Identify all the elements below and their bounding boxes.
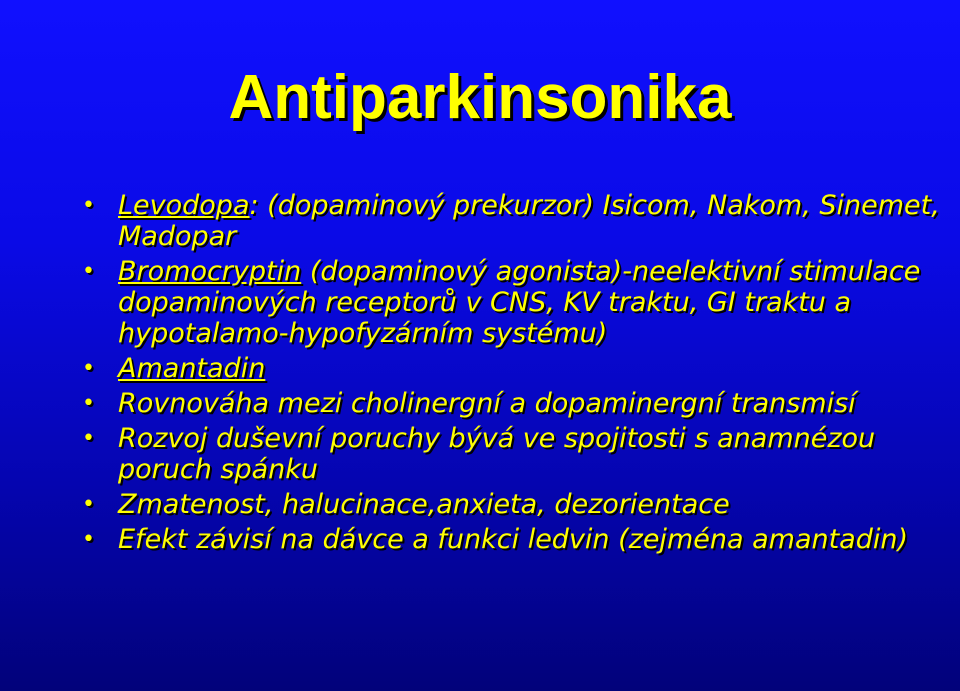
bullet-item-amantadin	[80, 353, 940, 384]
bullet-item-bromocryptin	[80, 256, 940, 349]
bullet-item-levodopa	[80, 190, 940, 252]
drug-link-bromocryptin[interactable]: Bromocryptin	[118, 256, 302, 287]
bullet-icon: •	[82, 492, 95, 517]
bullet-icon: •	[82, 259, 95, 284]
bullet-list	[80, 190, 940, 559]
bullet-text: Zmatenost, halucinace,anxieta, dezorientace	[118, 489, 730, 520]
bullet-icon: •	[82, 193, 95, 218]
bullet-item-mental-disorder	[80, 423, 940, 485]
drug-link-levodopa[interactable]: Levodopa	[118, 190, 250, 221]
bullet-icon: •	[82, 356, 95, 381]
bullet-text: Rovnováha mezi cholinergní a dopaminergní transmisí	[118, 388, 856, 419]
bullet-icon: •	[82, 527, 95, 552]
bullet-icon: •	[82, 391, 95, 416]
slide-title: Antiparkinsonika	[228, 63, 732, 132]
bullet-text: (dopaminový agonista)-neelektivní stimulace dopaminových receptorů v CNS, KV traktu, GI traktu a hypotalamo-hypofyzárním systému)	[118, 256, 921, 349]
bullet-icon: •	[82, 426, 95, 451]
bullet-item-dose-effect	[80, 524, 940, 555]
drug-link-amantadin[interactable]: Amantadin	[118, 353, 266, 384]
bullet-text: Efekt závisí na dávce a funkci ledvin (zejména amantadin)	[118, 524, 909, 555]
bullet-text: Rozvoj duševní poruchy bývá ve spojitosti s anamnézou poruch spánku	[118, 423, 876, 485]
bullet-text: : (dopaminový prekurzor) Isicom, Nakom, Sinemet, Madopar	[118, 190, 940, 252]
bullet-item-side-effects	[80, 489, 940, 520]
bullet-item-balance	[80, 388, 940, 419]
